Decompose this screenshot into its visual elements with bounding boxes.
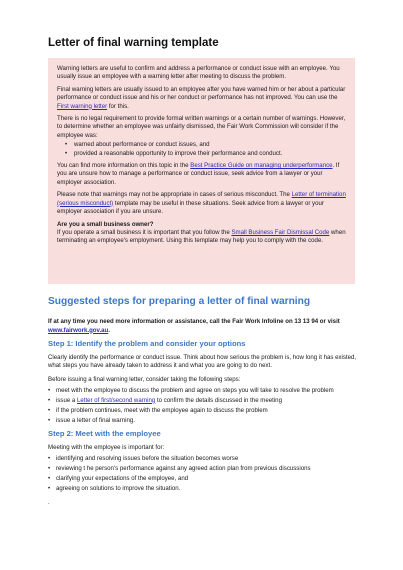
first-warning-letter-link[interactable]: First warning letter <box>57 102 108 110</box>
info-text: when terminating an employee's employment. Using this template may help you to comply with the code. <box>57 228 346 245</box>
step-1-list <box>48 387 358 426</box>
step-1-paragraph-1: Clearly identify the performance or conduct issue. Think about how serious the problem is, how long it has existed, what steps you have already taken to address it and what you are going to do next. <box>48 353 357 370</box>
step-2-paragraph-1: Meeting with the employee is important for: <box>48 444 165 452</box>
step-1-paragraph-2: Before issuing a final warning letter, consider taking the following steps: <box>48 375 241 383</box>
list-text: to confirm the details discussed in the meeting <box>156 396 282 404</box>
page-title: Letter of final warning template <box>48 37 219 49</box>
section-heading: Suggested steps for preparing a letter of final warning <box>48 296 311 307</box>
info-text: template may be useful in these situations. Seek advice from a lawyer or your employer association if you are unsure. <box>57 199 324 216</box>
step-2-list <box>48 455 358 494</box>
list-item: • if the problem continues, meet with the employee again to discuss the problem <box>48 407 358 416</box>
info-paragraph-5 <box>57 191 347 216</box>
intro-text: If at any time you need more information or assistance, call the Fair Work Infoline on 13 13 94 or visit <box>48 318 340 325</box>
intro-end: . <box>108 326 110 334</box>
small-business-heading: Are you a small business owner? <box>57 220 154 228</box>
info-box <box>48 58 355 284</box>
fair-dismissal-code-link[interactable]: Small Business Fair Dismissal Code <box>231 228 330 236</box>
info-bullet-list <box>57 141 347 158</box>
list-text: issue a <box>56 396 76 404</box>
list-item: • reviewing t he person's performance against any agreed action plan from previous discussions <box>48 465 358 474</box>
list-item: • provided a reasonable opportunity to improve their performance and conduct. <box>65 150 347 158</box>
warning-letter-link[interactable]: Letter of first/second warning <box>77 396 156 404</box>
info-paragraph-1: Warning letters are useful to confirm and address a performance or conduct issue with an employee. You usually issue an employee with a warning letter after meeting to discuss the problem. <box>57 65 340 81</box>
trailing-mark: . <box>48 499 50 506</box>
steps-body <box>48 318 358 507</box>
termination-letter-link[interactable]: Letter of termination (serious misconduct) <box>57 191 346 207</box>
info-text: Please note that warnings may not be appropriate in cases of serious misconduct. The <box>57 191 290 199</box>
info-text: You can find more information on this topic in the <box>57 162 189 170</box>
list-item: • identifying and resolving issues before the situation becomes worse <box>48 455 358 464</box>
list-item: • issue a letter of final warning. <box>48 417 358 426</box>
list-item: • clarifying your expectations of the employee, and <box>48 475 358 484</box>
info-paragraph-4 <box>57 162 347 187</box>
best-practice-guide-link[interactable]: Best Practice Guide on managing underperformance <box>190 162 333 170</box>
info-text: for this. <box>108 102 129 110</box>
info-text: . If you are unsure how to manage a performance or conduct issue, seek advice from a lawyer or your employer association. <box>57 162 340 186</box>
fairwork-website-link[interactable]: www.fairwork.gov.au <box>48 326 109 334</box>
step-2-heading: Step 2: Meet with the employee <box>48 429 161 439</box>
list-item: • warned about performance or conduct issues, and <box>65 141 347 149</box>
list-item <box>48 397 358 406</box>
info-paragraph-3: There is no legal requirement to provide formal written warnings or a certain number of warnings. However, to determine whether an employee was unfairly dismissed, the Fair Work Commission will consider if the employee was: <box>57 115 346 139</box>
intro-paragraph <box>48 318 358 335</box>
info-paragraph-2 <box>57 86 347 111</box>
info-text: Final warning letters are usually issued to an employee after you have warned him or her about a particular performance or conduct issue and his or her conduct or performance has not improved. You can use the <box>57 85 346 102</box>
info-paragraph-6 <box>57 221 347 246</box>
list-item: • agreeing on solutions to improve the situation. <box>48 485 358 494</box>
step-1-heading: Step 1: Identify the problem and consider your options <box>48 339 246 349</box>
list-item: • meet with the employee to discuss the problem and agree on steps you will take to resolve the problem <box>48 387 358 396</box>
info-text: If you operate a small business it is important that you follow the <box>57 228 230 236</box>
